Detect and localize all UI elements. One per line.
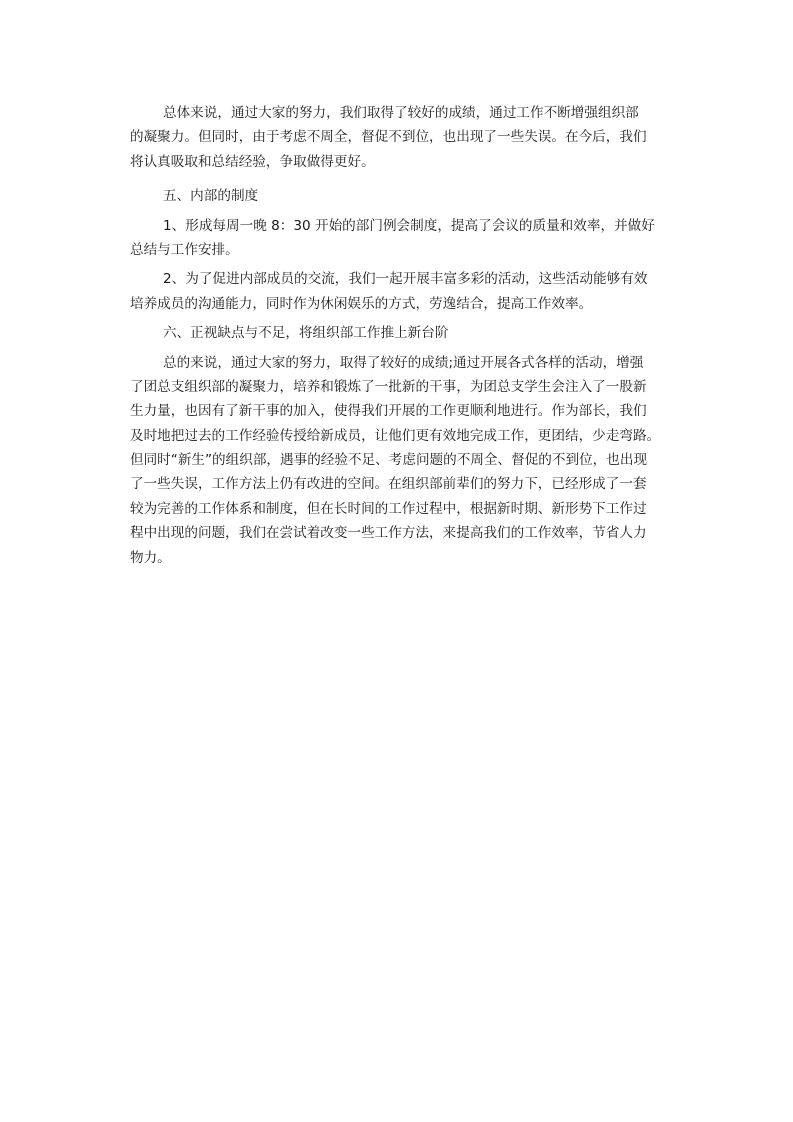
text-line: 较为完善的工作体系和制度，但在长时间的工作过程中，根据新时期、新形势下工作过 — [130, 500, 647, 517]
text-line: 生力量，也因有了新干事的加入，使得我们开展的工作更顺利地进行。作为部长，我们 — [130, 403, 647, 420]
paragraph — [130, 101, 670, 174]
section-heading — [130, 321, 670, 345]
section-heading — [130, 184, 670, 208]
text-line: 六、正视缺点与不足，将组织部工作推上新台阶 — [163, 325, 449, 342]
text-line: 的凝聚力。但同时，由于考虑不周全，督促不到位，也出现了一些失误。在今后，我们 — [130, 129, 647, 146]
paragraph — [130, 267, 670, 316]
text-line: 了团总支组织部的凝聚力，培养和锻炼了一批新的干事，为团总支学生会注入了一股新 — [130, 378, 647, 395]
text-line: 培养成员的沟通能力，同时作为休闲娱乐的方式，劳逸结合，提高工作效率。 — [130, 295, 593, 312]
text-line: 物力。 — [130, 549, 171, 566]
paragraph — [130, 214, 670, 263]
text-line: 五、内部的制度 — [163, 188, 259, 205]
text-line: 总的来说，通过大家的努力，取得了较好的成绩;通过开展各式各样的活动，增强 — [163, 354, 644, 371]
text-line: 1、形成每周一晚 8：30 开始的部门例会制度，提高了会议的质量和效率，并做好 — [163, 217, 655, 234]
text-line: 总结与工作安排。 — [130, 241, 239, 258]
document-page — [130, 101, 670, 575]
text-line: 程中出现的问题，我们在尝试着改变一些工作方法，来提高我们的工作效率，节省人力 — [130, 525, 647, 542]
text-line: 但同时“新生”的组织部，遇事的经验不足、考虑问题的不周全、督促的不到位，也出现 — [130, 452, 648, 469]
text-line: 将认真吸取和总结经验，争取做得更好。 — [130, 153, 375, 170]
text-line: 总体来说，通过大家的努力，我们取得了较好的成绩，通过工作不断增强组织部 — [163, 105, 639, 121]
text-line: 及时地把过去的工作经验传授给新成员，让他们更有效地完成工作，更团结，少走弯路。 — [130, 427, 661, 444]
text-line: 2、为了促进内部成员的交流，我们一起开展丰富多彩的活动，这些活动能够有效 — [163, 271, 648, 288]
text-line: 了一些失误，工作方法上仍有改进的空间。在组织部前辈们的努力下，已经形成了一套 — [130, 476, 647, 493]
paragraph — [130, 351, 670, 571]
